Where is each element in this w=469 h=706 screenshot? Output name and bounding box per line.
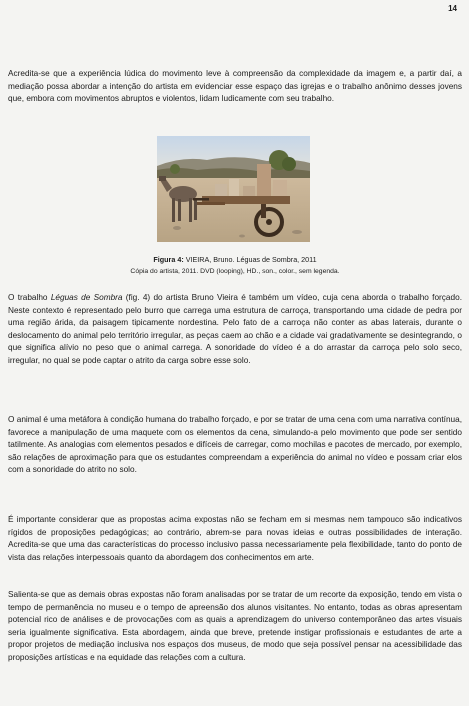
paragraph-2-body: (fig. 4) do artista Bruno Vieira é também um vídeo, cuja cena aborda o trabalho forçado. Neste contexto é representado pelo burro que carrega uma estrutura de carroça, transportando uma cidade de pedra por uma região árida, da paisagem tipicamente nordestina. Pelo fato de a carroça não conter as abas laterais, durante o deslocamento do animal pelo território irregular, as peças caem ao chão e a cidade vai gradativamente se desintegrando, o que significa alívio no peso que o animal carrega. A sonoridade do vídeo é a do arrastar da carroça pelo solo seco, irregular, no qual se pode captar o atrito da carga sobre esse solo.	[8, 293, 462, 365]
page-number: 14	[448, 4, 457, 13]
figure-4-image	[157, 136, 310, 242]
paragraph-5: Salienta-se que as demais obras expostas não foram analisadas por se tratar de um recorte da exposição, tendo em vista o tempo de permanência no museu e o tempo de apreensão dos alunos visitantes. No entanto, todas as obras apresentam potencial rico de análises e de provocações com as quais a aprendizagem do universo contemporâneo das artes visuais seria igualmente significativa. Esta abordagem, ainda que breve, pretende instigar profissionais e estudantes de arte a propor projetos de mediação inclusiva nos espaços dos museus, de modo que seja possível pensar na acessibilidade das proposições artísticas e na equidade das relações com a cultura.	[8, 590, 462, 662]
paragraph-2-intro: O trabalho	[8, 293, 51, 302]
figure-caption-detail: Cópia do artista, 2011. DVD (looping), HD., son., color., sem legenda.	[130, 268, 340, 275]
figure-caption-main: VIEIRA, Bruno. Léguas de Sombra, 2011	[183, 255, 317, 264]
paragraph-1: Acredita-se que a experiência lúdica do movimento leve à compreensão da complexidade da imagem e, a partir daí, a mediação possa abordar a intenção do artista em evidenciar esse espaço das igrejas e o trabalho anônimo desses jovens que, embora com movimentos abruptos e violentos, lidam ludicamente com seu trabalho.	[8, 69, 462, 103]
figure-label: Figura 4:	[153, 255, 184, 264]
figure-caption	[8, 255, 462, 265]
work-title: Léguas de Sombra	[50, 293, 123, 302]
paragraph-3: O animal é uma metáfora à condição humana do trabalho forçado, e por se tratar de uma cena com uma narrativa contínua, favorece a manipulação de uma maquete com os elementos da cena, simulando-a pelo movimento que pode ser sentido tatilmente. As analogias com elementos pesados e difíceis de carregar, como mochilas e pacotes de mercado, por exemplo, são relações de aproximação para que os estudantes compreendam a experiência do animal no vídeo e possam criar elos com a sonoridade do atrito no solo.	[8, 415, 462, 474]
paragraph-2	[8, 292, 462, 367]
paragraph-4: É importante considerar que as propostas acima expostas não se fecham em si mesmas nem tampouco são indicativos rígidos de proposições pedagógicas; ao contrário, abrem-se para novas ideias e outras possibilidades de interação. Acredita-se que uma das características do processo inclusivo passa necessariamente pela flexibilidade, tanto do ponto de vista das relações interpessoais quanto da abordagem dos conhecimentos em arte.	[8, 515, 462, 562]
